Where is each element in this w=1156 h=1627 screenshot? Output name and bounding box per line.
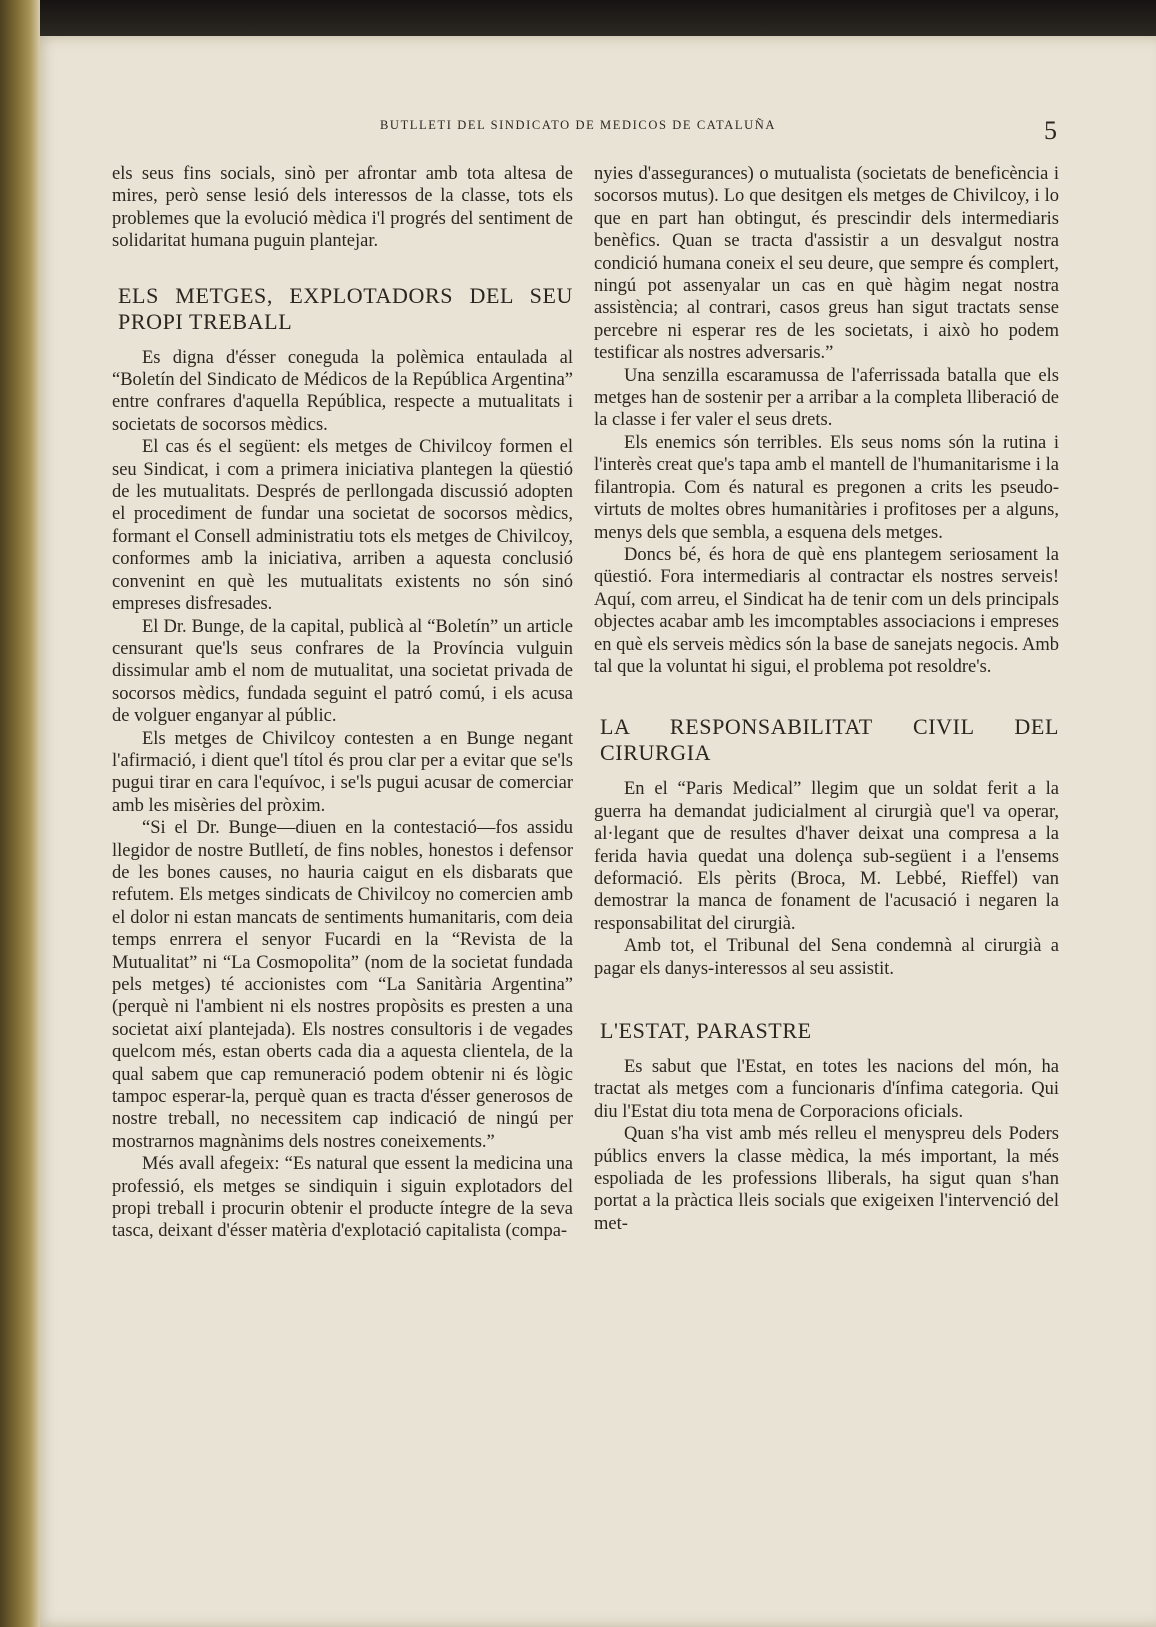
- paragraph: Amb tot, el Tribunal del Sena condemnà al cirurgià a pagar els danys-interessos al seu assistit.: [594, 936, 1059, 979]
- paragraph: “Si el Dr. Bunge—diuen en la contestació—fos assidu llegidor de nostre Butlletí, de fins nobles, honestos i defensor de les bones causes, no hauria caigut en els disbarats que refutem. Els metges sindicats de Chivilcoy no comercien amb el dolor ni estan mancats de sentiments humanitaris, com deia temps enrrera el senyor Fucardi en la “Revista de la Mutualitat” ni “La Cosmopolita” (nom de la societat fundada pels metges) té accionistes com “La Sanitària Argentina” (perquè ni l'ambient ni els nostres propòsits es presten a una societat així plantejada). Els nostres consultoris i de vegades quelcom més, estan oberts cada dia a aquesta clientela, de la qual sabem que cap remuneració podem obtenir ni és lògic tampoc esperar-la, perquè quan es tracta d'ésser generosos de nostre treball, no necessitem cap indicació de ningú per mostrarnos magnànims dels nostres coneixements.”: [112, 818, 573, 1152]
- paragraph: El cas és el següent: els metges de Chivilcoy formen el seu Sindicat, i com a primera iniciativa plantegen la qüestió de les mutualitats. Després de perllongada discussió adopten el procediment de fundar una societat de socorsos mèdics, formant el Consell administratiu tots els metges de Chivilcoy, conformes amb la iniciativa, arriben a aquesta conclusió convenint en què les mutualitats existents no són sinó empreses disfresades.: [112, 437, 573, 615]
- paragraph: El Dr. Bunge, de la capital, publicà al “Boletín” un article censurant que'ls seus confrares de la Província vulguin dissimular amb el nom de mutualitat, una societat privada de socorsos mèdics, fundada seguint el patró comú, i els acusa de volguer enganyar al públic.: [112, 616, 573, 727]
- paragraph: Els enemics són terribles. Els seus noms són la rutina i l'interès creat que's tapa amb el mantell de l'humanitarisme i la filantropia. Com és natural es pregonen a crits les pseudo-virtuts de moltes obres humanitàries i profitoses per a alguns, menys dels que sembla, a esquena dels metges.: [594, 432, 1059, 543]
- paragraph: En el “Paris Medical” llegim que un soldat ferit a la guerra ha demandat judicialment al cirurgià que'l va operar, al·legant que de resultes d'haver deixat una compresa a la ferida havia quedat una dolença sub-següent i a l'ensems deformació. Els pèrits (Broca, M. Lebbé, Rieffel) van demostrar la manca de fonament de l'acusació i negaren la responsabilitat del cirurgià.: [594, 779, 1059, 934]
- scan-top-edge: [0, 0, 1156, 40]
- paragraph: Es digna d'ésser coneguda la polèmica entaulada al “Boletín del Sindicato de Médicos de la República Argentina” entre confrares d'aquella República, respecte a mutualitats i societats de socorsos mèdics.: [112, 347, 573, 435]
- right-column: [594, 163, 1059, 1235]
- section-heading-responsabilitat-civil: LA RESPONSABILITAT CIVIL DEL CIRURGIA: [600, 714, 1059, 766]
- paragraph: Una senzilla escaramussa de l'aferrissada batalla que els metges han de sostenir per a arribar a la completa lliberació de la classe i fer valer el seus drets.: [594, 365, 1059, 431]
- paragraph: els seus fins socials, sinò per afrontar amb tota altesa de mires, però sense lesió dels interessos de la classe, tots els problemes que la evolució mèdica i'l progrés del sentiment de solidaritat humana puguin plantejar.: [112, 164, 573, 252]
- paragraph: nyies d'assegurances) o mutualista (societats de beneficència i socorsos mutus). Lo que desitgen els metges de Chivilcoy, i lo que en part han obtingut, és prescindir dels intermediaris benèfics. Quan se tracta d'assistir a un desvalgut nostra condició humana coneix el seu deure, que sempre és complert, ningú pot assenyalar un cas en què hàgim negat nostra assistència; al contrari, casos greus han sigut tractats sense percebre ni esperar res de les societats, i això ho podem testificar als nostres adversaris.”: [594, 164, 1059, 364]
- running-head: BUTLLETI DEL SINDICATO DE MEDICOS DE CATALUÑA: [380, 118, 776, 132]
- page-number: 5: [1044, 116, 1057, 145]
- left-column: [112, 163, 573, 1243]
- section-heading-estat-parastre: L'ESTAT, PARASTRE: [600, 1018, 812, 1043]
- paragraph: Quan s'ha vist amb més relleu el menyspreu dels Poders públics envers la classe mèdica, la més important, la més espoliada de les professions lliberals, ha sigut quan s'han portat a la pràctica lleis socials que exigeixen l'intervenció del met-: [594, 1124, 1059, 1234]
- section-heading-metges-explotadors: ELS METGES, EXPLOTADORS DEL SEU PROPI TREBALL: [118, 282, 573, 334]
- paragraph: Es sabut que l'Estat, en totes les nacions del món, ha tractat als metges com a funcionaris d'ínfima categoria. Qui diu l'Estat diu tota mena de Corporacions oficials.: [594, 1057, 1059, 1122]
- paragraph: Doncs bé, és hora de què ens plantegem seriosament la qüestió. Fora intermediaris al contractar els nostres serveis! Aquí, com arreu, el Sindicat ha de tenir com un dels principals objectes acabar amb les imcomptables associacions i empreses en què els serveis mèdics són la base de sanejats negocis. Amb tal que la voluntat hi sigui, el problema pot resoldre's.: [594, 544, 1059, 677]
- paragraph: Més avall afegeix: “Es natural que essent la medicina una professió, els metges se sindiquin i siguin explotadors del propi treball i procurin obtenir el producte íntegre de la seva tasca, deixant d'ésser matèria d'explotació capitalista (compa-: [112, 1154, 573, 1242]
- book-spine: [0, 0, 40, 1627]
- paragraph: Els metges de Chivilcoy contesten a en Bunge negant l'afirmació, i dient que'l títol és prou clar per a evitar que se'ls pugui tirar en cara l'equívoc, i se'ls pugui acusar de comerciar amb les misèries del pròxim.: [112, 728, 573, 816]
